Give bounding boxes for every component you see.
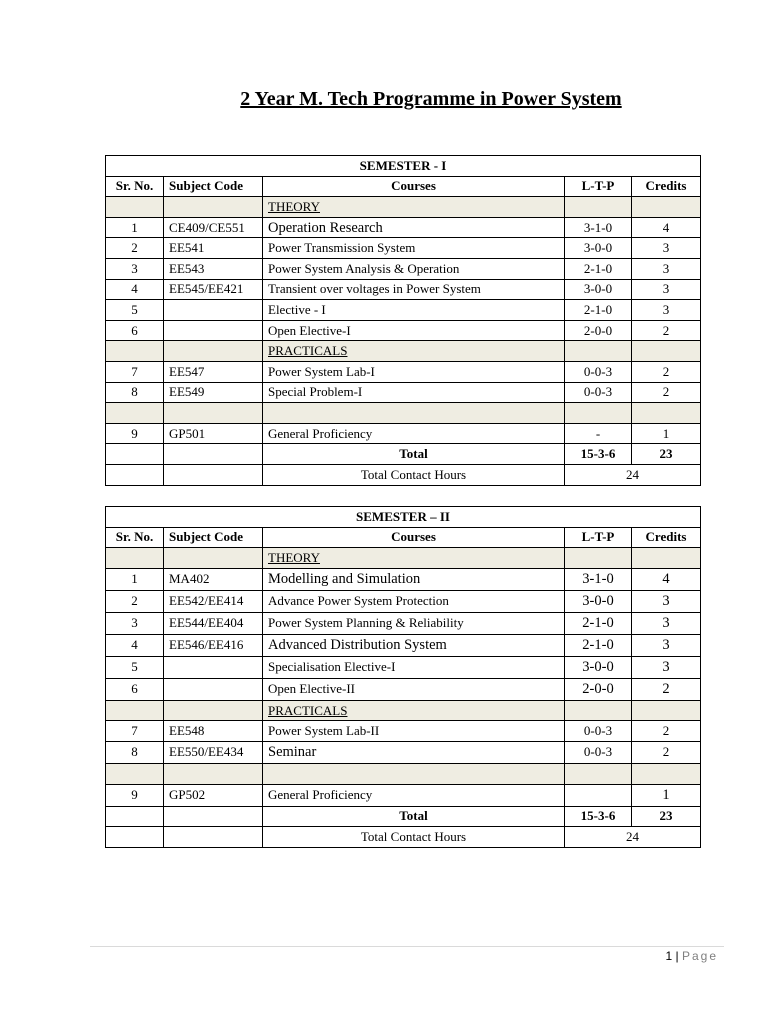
course-name: General Proficiency [263, 784, 565, 806]
subject-code: GP502 [164, 784, 263, 806]
ltp: 2-1-0 [565, 258, 632, 279]
table-row [106, 568, 701, 590]
page-number: 1 [665, 949, 673, 963]
credits: 3 [632, 590, 701, 612]
column-header-row [106, 527, 701, 548]
ltp: 2-1-0 [565, 612, 632, 634]
subject-code [164, 678, 263, 700]
subject-code: EE542/EE414 [164, 590, 263, 612]
credits: 4 [632, 568, 701, 590]
ltp: 3-1-0 [565, 217, 632, 238]
credits: 2 [632, 382, 701, 403]
course-name: Special Problem-I [263, 382, 565, 403]
col-ltp: L-T-P [565, 176, 632, 197]
ltp: 2-1-0 [565, 300, 632, 321]
col-courses: Courses [263, 176, 565, 197]
table-row [106, 279, 701, 300]
subject-code: CE409/CE551 [164, 217, 263, 238]
column-header-row [106, 176, 701, 197]
sr-no: 7 [106, 721, 164, 742]
table-row [106, 382, 701, 403]
course-name: Open Elective-I [263, 320, 565, 341]
credits: 3 [632, 279, 701, 300]
course-name: Modelling and Simulation [263, 568, 565, 590]
sr-no: 2 [106, 590, 164, 612]
course-name: Transient over voltages in Power System [263, 279, 565, 300]
total-row [106, 806, 701, 827]
subject-code [164, 656, 263, 678]
course-name: Specialisation Elective-I [263, 656, 565, 678]
credits: 3 [632, 300, 701, 321]
subject-code: EE546/EE416 [164, 634, 263, 656]
sr-no: 9 [106, 423, 164, 444]
table-row [106, 320, 701, 341]
ltp: 2-1-0 [565, 634, 632, 656]
sr-no: 9 [106, 784, 164, 806]
course-name: Power System Analysis & Operation [263, 258, 565, 279]
sr-no: 4 [106, 279, 164, 300]
course-name: Elective - I [263, 300, 565, 321]
table-row [106, 741, 701, 763]
credits: 2 [632, 361, 701, 382]
course-name: Seminar [263, 741, 565, 763]
ltp: 3-0-0 [565, 656, 632, 678]
section-label-theory: THEORY [263, 548, 565, 569]
ltp: 2-0-0 [565, 678, 632, 700]
page-separator: | [675, 949, 679, 963]
table-row [106, 678, 701, 700]
page-word: Page [681, 949, 718, 963]
page-footer [665, 949, 718, 963]
total-label: Total [263, 444, 565, 465]
section-row-practicals [106, 700, 701, 721]
credits: 2 [632, 678, 701, 700]
semester-heading: SEMESTER – II [106, 507, 701, 528]
ltp: 3-1-0 [565, 568, 632, 590]
table-row [106, 217, 701, 238]
subject-code: EE547 [164, 361, 263, 382]
credits: 2 [632, 721, 701, 742]
credits: 2 [632, 741, 701, 763]
table-row [106, 361, 701, 382]
contact-hours-row [106, 464, 701, 485]
ltp: 0-0-3 [565, 361, 632, 382]
total-ltp: 15-3-6 [565, 806, 632, 827]
sr-no: 8 [106, 741, 164, 763]
contact-hours-row [106, 827, 701, 848]
sr-no: 7 [106, 361, 164, 382]
sr-no: 4 [106, 634, 164, 656]
contact-hours-label: Total Contact Hours [263, 827, 565, 848]
contact-hours-value: 24 [565, 827, 701, 848]
col-credits: Credits [632, 176, 701, 197]
subject-code: EE543 [164, 258, 263, 279]
subject-code: EE544/EE404 [164, 612, 263, 634]
table-row [106, 238, 701, 259]
subject-code: EE550/EE434 [164, 741, 263, 763]
ltp: 0-0-3 [565, 721, 632, 742]
sr-no: 3 [106, 612, 164, 634]
contact-hours-label: Total Contact Hours [263, 464, 565, 485]
col-subject-code: Subject Code [164, 527, 263, 548]
course-name: Operation Research [263, 217, 565, 238]
credits: 1 [632, 784, 701, 806]
col-credits: Credits [632, 527, 701, 548]
col-subject-code: Subject Code [164, 176, 263, 197]
blank-row [106, 403, 701, 424]
course-name: Power System Planning & Reliability [263, 612, 565, 634]
col-courses: Courses [263, 527, 565, 548]
credits: 4 [632, 217, 701, 238]
course-name: Advanced Distribution System [263, 634, 565, 656]
ltp: 0-0-3 [565, 741, 632, 763]
subject-code [164, 300, 263, 321]
ltp [565, 784, 632, 806]
credits: 3 [632, 258, 701, 279]
subject-code [164, 320, 263, 341]
total-ltp: 15-3-6 [565, 444, 632, 465]
col-ltp: L-T-P [565, 527, 632, 548]
total-label: Total [263, 806, 565, 827]
col-sr-no: Sr. No. [106, 176, 164, 197]
sr-no: 1 [106, 217, 164, 238]
subject-code: EE541 [164, 238, 263, 259]
section-label-theory: THEORY [263, 197, 565, 218]
table-row [106, 634, 701, 656]
course-name: Open Elective-II [263, 678, 565, 700]
credits: 2 [632, 320, 701, 341]
ltp: 2-0-0 [565, 320, 632, 341]
contact-hours-value: 24 [565, 464, 701, 485]
table-row [106, 258, 701, 279]
course-name: Power System Lab-II [263, 721, 565, 742]
section-row-theory [106, 548, 701, 569]
col-sr-no: Sr. No. [106, 527, 164, 548]
section-label-practicals: PRACTICALS [263, 700, 565, 721]
ltp: 3-0-0 [565, 590, 632, 612]
section-row-theory [106, 197, 701, 218]
total-row [106, 444, 701, 465]
footer-divider [90, 946, 724, 947]
credits: 3 [632, 238, 701, 259]
subject-code: EE545/EE421 [164, 279, 263, 300]
course-name: General Proficiency [263, 423, 565, 444]
semester-heading: SEMESTER - I [106, 156, 701, 177]
subject-code: GP501 [164, 423, 263, 444]
blank-row [106, 763, 701, 784]
document-title: 2 Year M. Tech Programme in Power System [240, 88, 622, 110]
sr-no: 2 [106, 238, 164, 259]
credits: 3 [632, 656, 701, 678]
table-row [106, 784, 701, 806]
subject-code: MA402 [164, 568, 263, 590]
table-row [106, 721, 701, 742]
sr-no: 5 [106, 656, 164, 678]
ltp: 3-0-0 [565, 238, 632, 259]
total-credits: 23 [632, 444, 701, 465]
semester-1-table [105, 155, 701, 486]
sr-no: 6 [106, 678, 164, 700]
table-row [106, 423, 701, 444]
table-row [106, 612, 701, 634]
total-credits: 23 [632, 806, 701, 827]
semester-2-table [105, 506, 701, 848]
table-row [106, 590, 701, 612]
credits: 1 [632, 423, 701, 444]
sr-no: 6 [106, 320, 164, 341]
sr-no: 8 [106, 382, 164, 403]
credits: 3 [632, 612, 701, 634]
course-name: Advance Power System Protection [263, 590, 565, 612]
course-name: Power Transmission System [263, 238, 565, 259]
subject-code: EE548 [164, 721, 263, 742]
table-row [106, 656, 701, 678]
ltp: - [565, 423, 632, 444]
ltp: 0-0-3 [565, 382, 632, 403]
section-label-practicals: PRACTICALS [263, 341, 565, 362]
subject-code: EE549 [164, 382, 263, 403]
course-name: Power System Lab-I [263, 361, 565, 382]
ltp: 3-0-0 [565, 279, 632, 300]
section-row-practicals [106, 341, 701, 362]
sr-no: 3 [106, 258, 164, 279]
sr-no: 1 [106, 568, 164, 590]
table-row [106, 300, 701, 321]
credits: 3 [632, 634, 701, 656]
sr-no: 5 [106, 300, 164, 321]
